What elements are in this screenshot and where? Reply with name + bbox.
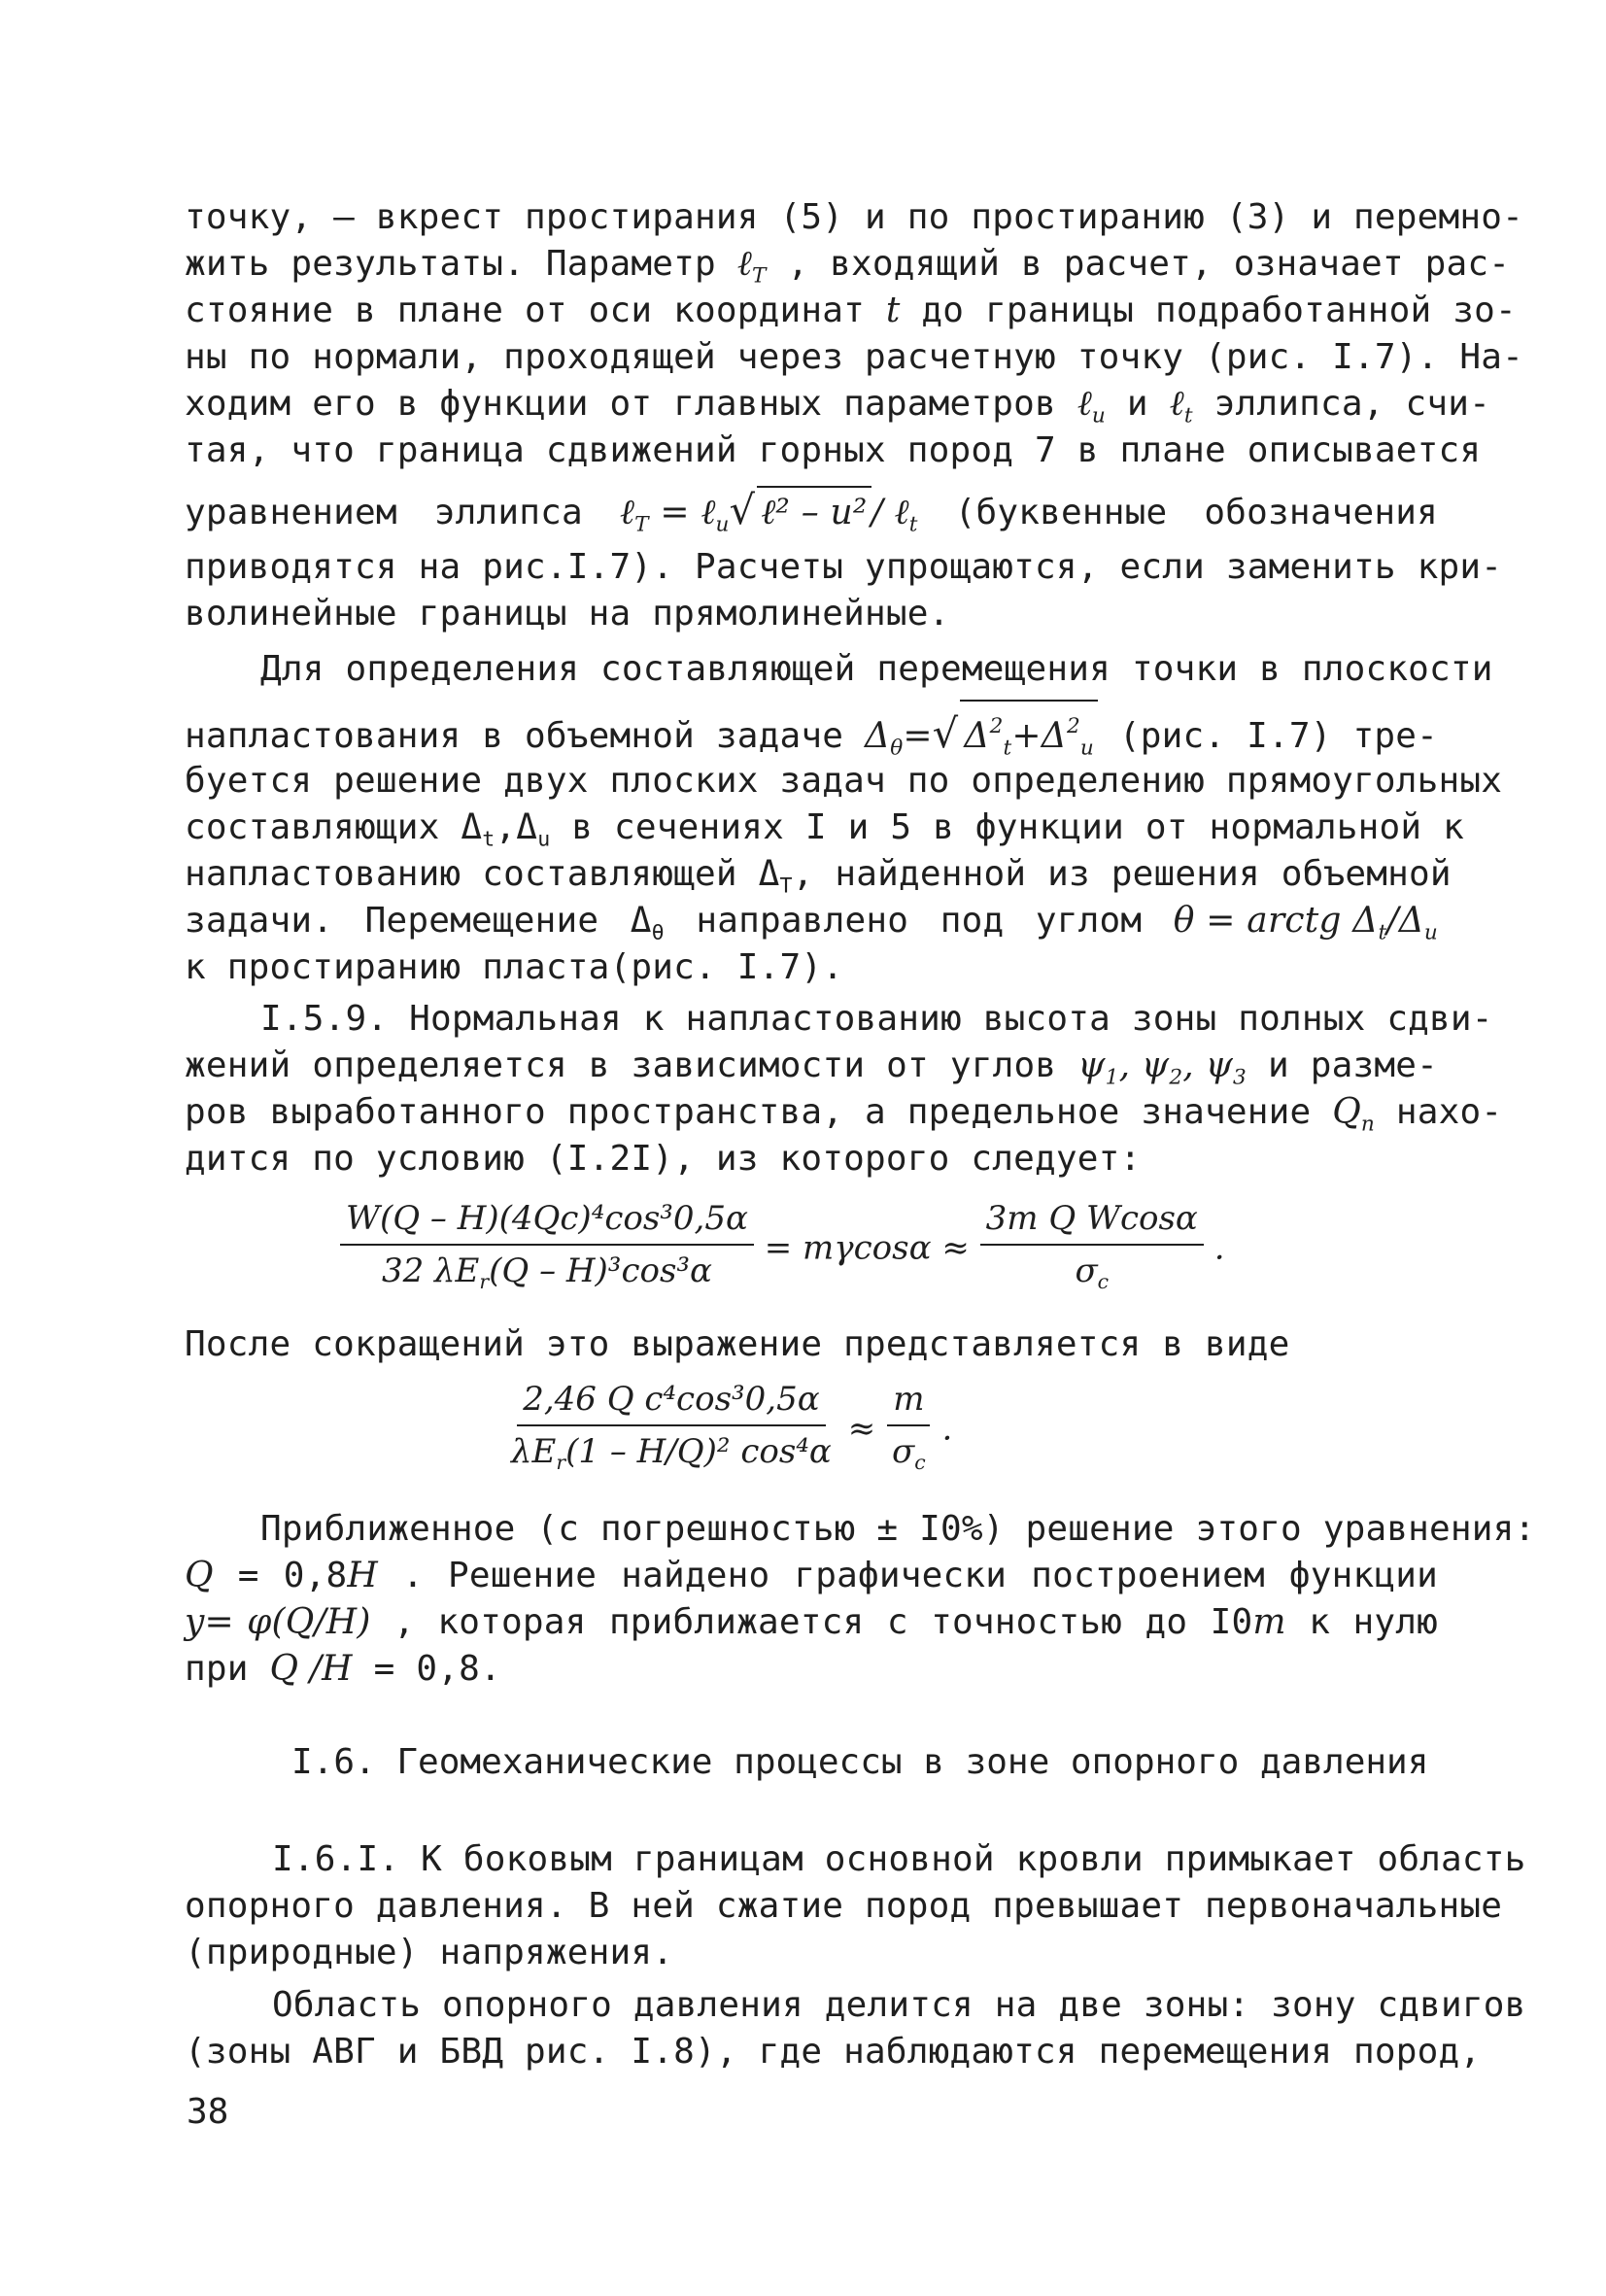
p4-line-2: Q = 0,8H . Решение найдено графически построением функции bbox=[185, 1556, 1439, 1595]
p1-line-2: жить результаты. Параметр ℓ$_T$ , входящий в расчет, означает рас- bbox=[185, 244, 1511, 289]
displacement-formula: $\Delta_\theta=√$ $\Delta^2_t+\Delta^2_u$ bbox=[865, 700, 1098, 772]
after-equation-text: После сокращений это выражение представляется в виде bbox=[185, 1324, 1290, 1364]
p3-line-3: ров выработанного пространства, а предельное значение $Q_n$ нахо- bbox=[185, 1092, 1503, 1137]
p1-line-6: тая, что граница сдвижений горных пород 7 в плане описывается bbox=[185, 430, 1482, 470]
p1-line-4: ны по нормали, проходящей через расчетную точку (рис. I.7). На- bbox=[185, 337, 1524, 377]
p5-line-2: опорного давления. В ней сжатие пород превышает первоначальные bbox=[185, 1886, 1503, 1926]
section-heading: I.6. Геомеханические процессы в зоне опорного давления bbox=[291, 1742, 1429, 1782]
p2-line-1: Для определения составляющей перемещения точки в плоскости bbox=[260, 649, 1493, 689]
p4-line-4: при Q /H = 0,8. bbox=[185, 1649, 501, 1689]
page-number: 38 bbox=[187, 2092, 229, 2132]
equation-2: $\frac{\text{2,46 Q c⁴cos³0,5α}}{\lambda E_r(1 - H/Q)^2 \cos^4\alpha}$ ≈ $\frac{m}{\sigma_c}$ . bbox=[511, 1380, 953, 1475]
p5-line-1: I.6.I. К боковым границам основной кровли примыкает область bbox=[272, 1839, 1526, 1879]
p5-line-3: (природные) напряжения. bbox=[185, 1933, 674, 1972]
p2-line-6: задачи. Перемещение $\Delta_\theta$ направлено под углом θ = arctg $\Delta_t/\Delta_u$ bbox=[185, 898, 1438, 957]
p6-line-2: (зоны АВГ и БВД рис. I.8), где наблюдаются перемещения пород, bbox=[185, 2032, 1482, 2072]
ellipse-formula: ℓ$_T$ = ℓ$_u$√ ℓ² – u² / ℓ$_t$ bbox=[619, 487, 918, 537]
p2-line-4: составляющих $\Delta_t,\Delta_u$ в сечениях I и 5 в функции от нормальной к bbox=[185, 807, 1464, 852]
p4-line-3: y= φ(Q/H) , которая приближается с точностью до I0m к нулю bbox=[185, 1602, 1438, 1642]
p2-line-7: к простиранию пласта(рис. I.7). bbox=[185, 947, 844, 987]
p3-line-4: дится по условию (I.2I), из которого следует: bbox=[185, 1139, 1142, 1179]
equation-1: $\frac{\text{W(Q – H)(4Qc)⁴cos³0,5α}}{32 \lambda E_r(Q - H)^3\cos^3\alpha}$ = mγcosα ≈ $\frac{\text{3m Q Wcosα}}{\sigma_c}$ . bbox=[340, 1197, 1225, 1303]
p3-line-2: жений определяется в зависимости от углов $\psi_1$, $\psi_2$, $\psi_3$ и разме- bbox=[185, 1045, 1439, 1090]
p1-line-3: стояние в плане от оси координат t до границы подработанной зо- bbox=[185, 291, 1517, 330]
p6-line-1: Область опорного давления делится на две зоны: зону сдвигов bbox=[272, 1985, 1526, 2025]
p2-line-5: напластованию составляющей $\Delta_T$, найденной из решения объемной bbox=[185, 854, 1452, 899]
p2-line-3: буется решение двух плоских задач по определению прямоугольных bbox=[185, 761, 1503, 801]
p1-line-1: точку, – вкрест простирания (5) и по простиранию (3) и перемно- bbox=[185, 197, 1524, 237]
p2-line-2: напластования в объемной задаче $\Delta_\theta=√$ $\Delta^2_t+\Delta^2_u$ (рис. I.7) тре- bbox=[185, 700, 1438, 772]
p1-line-9: волинейные границы на прямолинейные. bbox=[185, 594, 950, 634]
p3-line-1: I.5.9. Нормальная к напластованию высота зоны полных сдви- bbox=[260, 999, 1493, 1039]
p1-line-5: ходим его в функции от главных параметров ℓ$_u$ и ℓ$_t$ эллипса, счи- bbox=[185, 384, 1490, 428]
angle-formula: θ = arctg $\Delta_t/\Delta_u$ bbox=[1173, 901, 1439, 945]
p1-line-7: уравнением эллипса ℓ$_T$ = ℓ$_u$√ ℓ² – u² / ℓ$_t$ (буквенные обозначения bbox=[185, 486, 1438, 549]
p4-line-1: Приближенное (с погрешностью ± I0%) решение этого уравнения: bbox=[260, 1509, 1536, 1549]
p1-line-8: приводятся на рис.I.7). Расчеты упрощаются, если заменить кри- bbox=[185, 547, 1503, 587]
